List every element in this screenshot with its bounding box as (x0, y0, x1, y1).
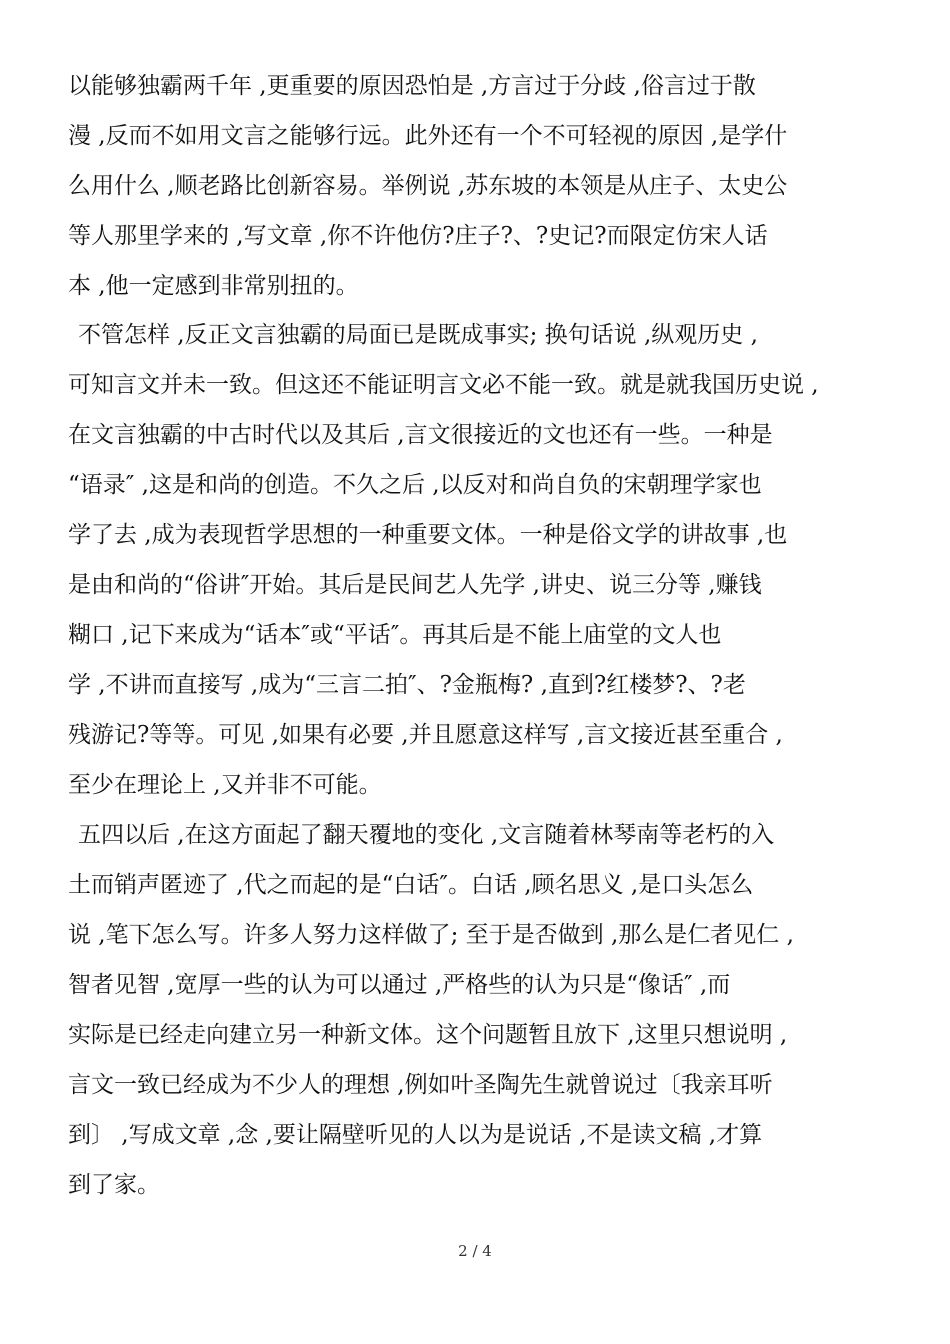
text-line: 智者见智 ,宽厚一些的认为可以通过 ,严格些的认为只是“像话″ ,而 (68, 972, 731, 998)
text-line: 糊口 ,记下来成为“话本″或“平话″。再其后是不能上庙堂的文人也 (68, 622, 722, 648)
text-line: 言文一致已经成为不少人的理想 ,例如叶圣陶先生就曾说过〔我亲耳听 (68, 1072, 773, 1098)
text-line: 在文言独霸的中古时代以及其后 ,言文很接近的文也还有一些。一种是 (68, 422, 773, 448)
text-line: 可知言文并未一致。但这还不能证明言文必不能一致。就是就我国历史说 , (68, 372, 819, 398)
text-line: 五四以后 ,在这方面起了翻天覆地的变化 ,文言随着林琴南等老朽的入 (78, 822, 775, 848)
text-line: 至少在理论上 ,又并非不可能。 (68, 772, 382, 798)
text-line: 么用什么 ,顺老路比创新容易。举例说 ,苏东坡的本领是从庄子、太史公 (68, 173, 788, 199)
text-line: 说 ,笔下怎么写。许多人努力这样做了; 至于是否做到 ,那么是仁者见仁 , (68, 922, 794, 948)
text-line: 学了去 ,成为表现哲学思想的一种重要文体。一种是俗文学的讲故事 ,也 (68, 522, 788, 548)
text-line: 到了家。 (68, 1172, 160, 1198)
page-number: 2 / 4 (458, 1242, 492, 1260)
text-line: 残游记?等等。可见 ,如果有必要 ,并且愿意这样写 ,言文接近甚至重合 , (68, 722, 783, 748)
text-line: 等人那里学来的 ,写文章 ,你不许他仿?庄子?、?史记?而限定仿宋人话 (68, 223, 768, 249)
text-line: 以能够独霸两千年 ,更重要的原因恐怕是 ,方言过于分歧 ,俗言过于散 (68, 73, 756, 99)
text-line: 本 ,他一定感到非常别扭的。 (68, 273, 359, 299)
text-line: 到〕 ,写成文章 ,念 ,要让隔壁听见的人以为是说话 ,不是读文稿 ,才算 (68, 1122, 763, 1148)
text-line: 是由和尚的“俗讲″开始。其后是民间艺人先学 ,讲史、说三分等 ,赚钱 (68, 572, 762, 598)
text-line: 不管怎样 ,反正文言独霸的局面已是既成事实; 换句话说 ,纵观历史 , (78, 322, 758, 348)
text-line: 漫 ,反而不如用文言之能够行远。此外还有一个不可轻视的原因 ,是学什 (68, 123, 788, 149)
text-line: “语录″ ,这是和尚的创造。不久之后 ,以反对和尚自负的宋朝理学家也 (68, 472, 762, 498)
text-line: 土而销声匿迹了 ,代之而起的是“白话″。白话 ,顾名思义 ,是口头怎么 (68, 872, 754, 898)
text-line: 实际是已经走向建立另一种新文体。这个问题暂且放下 ,这里只想说明 , (68, 1022, 788, 1048)
text-line: 学 ,不讲而直接写 ,成为“三言二拍″、?金瓶梅? ,直到?红楼梦?、?老 (68, 672, 746, 698)
